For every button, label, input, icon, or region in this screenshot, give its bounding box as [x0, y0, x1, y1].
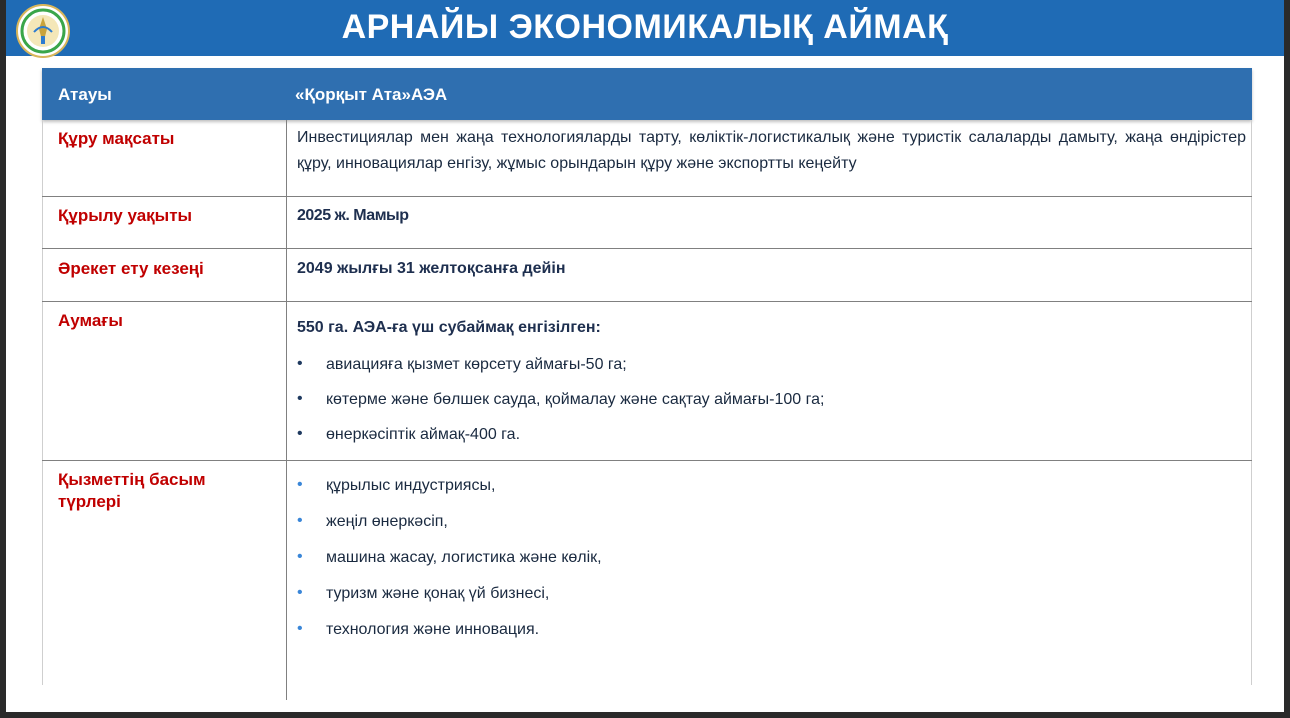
header-col-name: Атауы — [58, 85, 112, 104]
row-value-territory: 550 га. АЭА-ға үш субаймақ енгізілген: — [297, 319, 601, 336]
table-row: Қызметтің басым түрлері • құрылыс индустриясы, • жеңіл өнеркәсіп, • машина жасау, логистика және көлік, • туризм және қонақ үй бизнесі, • технология және инновация. — [58, 470, 602, 638]
row-label-territory: Аумағы — [58, 311, 123, 330]
table-row — [42, 249, 1252, 301]
bullet-icon: • — [297, 355, 303, 372]
bullet-icon: • — [297, 584, 303, 601]
row-value-period: 2049 жылғы 31 желтоқсанға дейін — [297, 260, 566, 277]
table-row: Аумағы 550 га. АЭА-ға үш субаймақ енгізілген: • авиацияға қызмет көрсету аймағы-50 га; • көтерме және бөлшек сауда, қоймалау және сақтау аймағы-100 га; • өнеркәсіптік аймақ-400 га. — [42, 302, 1252, 460]
emblem-icon — [12, 2, 74, 58]
row-label-activities: Қызметтің басым түрлері — [58, 470, 206, 511]
bullet-icon: • — [297, 512, 303, 529]
bullet-icon: • — [297, 548, 303, 565]
row-label-purpose: Құру мақсаты — [58, 129, 175, 148]
row-label-created: Құрылу уақыты — [58, 206, 193, 225]
info-table — [42, 68, 1252, 708]
bullet-icon: • — [297, 620, 303, 637]
row-label-period: Әрекет ету кезеңі — [58, 259, 204, 278]
header-col-value: «Қорқыт Ата»АЭА — [295, 85, 448, 104]
title-bar — [6, 0, 1284, 56]
slide — [6, 0, 1284, 712]
row-value-purpose: Инвестициялар мен жаңа технологияларды тарту, көліктік-логистикалық және туристік салаларды дамыту, жаңа өндірістер құру, инновациялар енгізу, жұмыс орындарын құру және экспортты кеңейту — [297, 129, 1246, 172]
table-row — [42, 197, 1252, 248]
page-title: АРНАЙЫ ЭКОНОМИКАЛЫҚ АЙМАҚ — [341, 8, 949, 46]
bullet-icon: • — [297, 390, 303, 407]
bullet-icon: • — [297, 425, 303, 442]
table-header — [42, 68, 1252, 120]
row-value-created: 2025 ж. Мамыр — [297, 207, 409, 224]
bullet-icon: • — [297, 476, 303, 493]
table-row — [42, 120, 1252, 196]
